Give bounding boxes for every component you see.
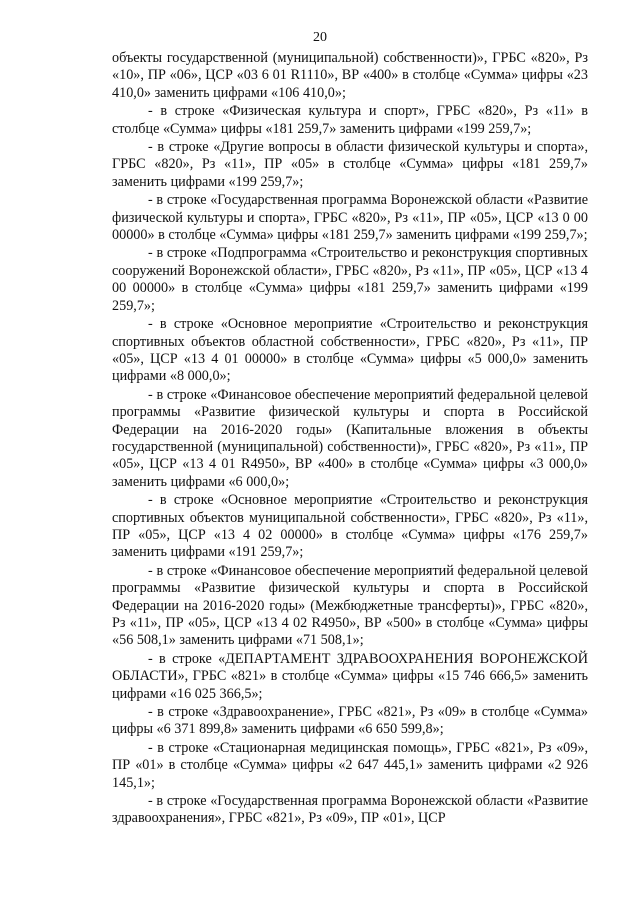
document-body (112, 50, 588, 829)
page-number: 20 (313, 30, 327, 45)
paragraph: - в строке «ДЕПАРТАМЕНТ ЗДРАВООХРАНЕНИЯ ВОРОНЕЖСКОЙ ОБЛАСТИ», ГРБС «821» в столбце «Сумма» цифры «15 746 666,5» заменить цифрами «16 025 366,5»; (112, 650, 588, 702)
paragraph: - в строке «Физическая культура и спорт», ГРБС «820», Рз «11» в столбце «Сумма» цифры «181 259,7» заменить цифрами «199 259,7»; (112, 103, 588, 137)
paragraph: - в строке «Государственная программа Воронежской области «Развитие здравоохранения», ГРБС «821», Рз «09», ПР «01», ЦСР (112, 793, 588, 827)
paragraph-continuation: объекты государственной (муниципальной) собственности)», ГРБС «820», Рз «10», ПР «06», ЦСР «03 6 01 R1110», ВР «400» в столбце «Сумма» цифры «23 410,0» заменить цифрами «106 410,0»; (112, 50, 588, 101)
paragraph: - в строке «Основное мероприятие «Строительство и реконструкция спортивных объектов муниципальной собственности», ГРБС «820», Рз «11», ПР «05», ЦСР «13 4 02 00000» в столбце «Сумма» цифры «176 259,7» заменить цифрами «191 259,7»; (112, 492, 588, 561)
paragraph: - в строке «Другие вопросы в области физической культуры и спорта», ГРБС «820», Рз «11», ПР «05» в столбце «Сумма» цифры «181 259,7» заменить цифрами «199 259,7»; (112, 139, 588, 190)
paragraph: - в строке «Государственная программа Воронежской области «Развитие физической культуры и спорта», ГРБС «820», Рз «11», ПР «05», ЦСР «13 0 00 00000» в столбце «Сумма» цифры «181 259,7» заменить цифрами «199 259,7»; (112, 192, 588, 244)
paragraph: - в строке «Подпрограмма «Строительство и реконструкция спортивных сооружений Воронежской области», ГРБС «820», Рз «11», ПР «05», ЦСР «13 4 00 00000» в столбце «Сумма» цифры «181 259,7» заменить цифрами «199 259,7»; (112, 245, 588, 314)
paragraph: - в строке «Финансовое обеспечение мероприятий федеральной целевой программы «Развитие физической культуры и спорта в Российской Федерации на 2016-2020 годы» (Межбюджетные трансферты)», ГРБС «820», Рз «11», ПР «05», ЦСР «13 4 02 R4950», ВР «500» в столбце «Сумма» цифры «56 508,1» заменить цифрами «71 508,1»; (112, 562, 588, 649)
paragraph: - в строке «Финансовое обеспечение мероприятий федеральной целевой программы «Развитие физической культуры и спорта в Российской Федерации на 2016-2020 годы» (Капитальные вложения в объекты государственной (муниципальной) собственности)», ГРБС «820», Рз «11», ПР «05», ЦСР «13 4 01 R4950», ВР «400» в столбце «Сумма» цифры «3 000,0» заменить цифрами «6 000,0»; (112, 386, 588, 490)
paragraph: - в строке «Здравоохранение», ГРБС «821», Рз «09» в столбце «Сумма» цифры «6 371 899,8» заменить цифрами «6 650 599,8»; (112, 704, 588, 738)
paragraph: - в строке «Основное мероприятие «Строительство и реконструкция спортивных объектов областной собственности», ГРБС «820», Рз «11», ПР «05», ЦСР «13 4 01 00000» в столбце «Сумма» цифры «5 000,0» заменить цифрами «8 000,0»; (112, 316, 588, 385)
paragraph: - в строке «Стационарная медицинская помощь», ГРБС «821», Рз «09», ПР «01» в столбце «Сумма» цифры «2 647 445,1» заменить цифрами «2 926 145,1»; (112, 739, 588, 791)
